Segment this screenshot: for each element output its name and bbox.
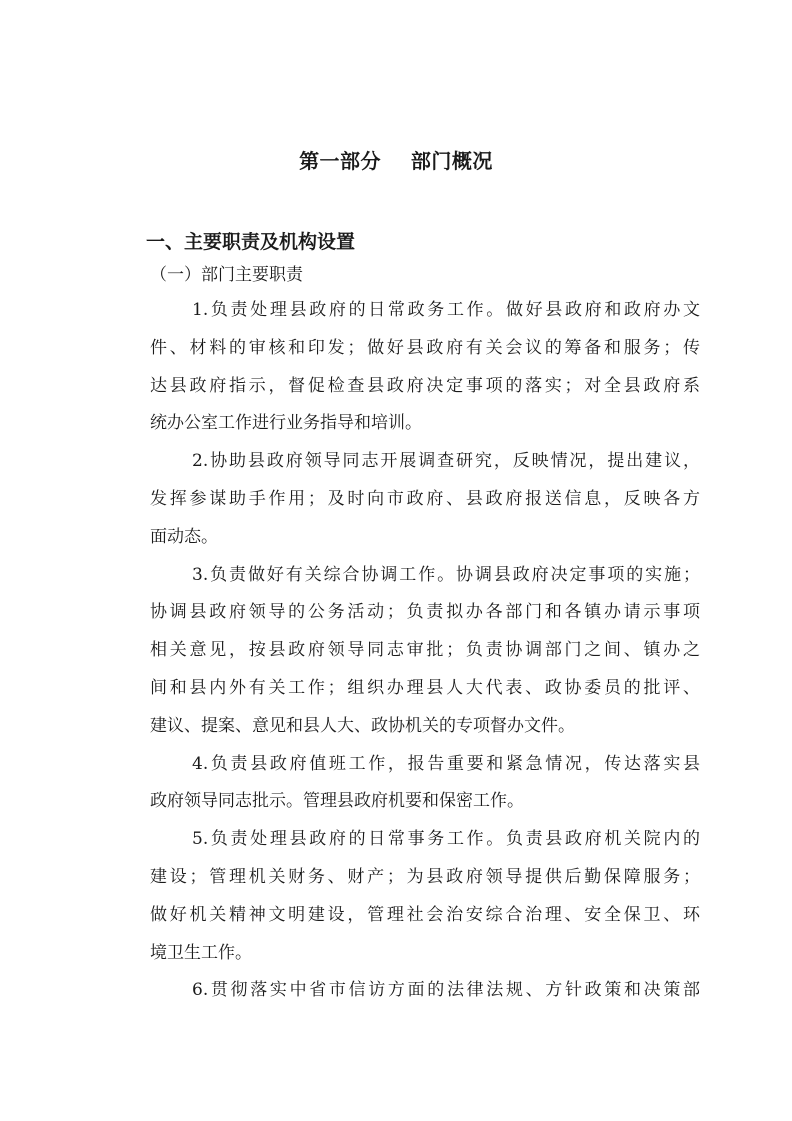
paragraph-line: 做好机关精神文明建设，管理社会治安综合治理、安全保卫、环 (150, 904, 700, 925)
paragraph-line: 面动态。 (150, 526, 218, 547)
paragraph-line: 协调县政府领导的公务活动；负责拟办各部门和各镇办请示事项 (150, 602, 700, 623)
part-title: 第一部分 部门概况 (299, 149, 493, 173)
paragraph-line: 2.协助县政府领导同志开展调查研究，反映情况，提出建议， (192, 451, 700, 472)
sub-heading: （一）部门主要职责 (150, 265, 303, 285)
section-heading: 一、主要职责及机构设置 (146, 231, 356, 253)
paragraph-4 (108, 746, 700, 822)
paragraph-line: 达县政府指示，督促检查县政府决定事项的落实；对全县政府系 (150, 375, 700, 396)
document-body (108, 226, 700, 1010)
paragraph-5 (108, 821, 700, 972)
paragraph-line: 6.贯彻落实中省市信访方面的法律法规、方针政策和决策部 (192, 980, 700, 1001)
paragraph-line: 1.负责处理县政府的日常政务工作。做好县政府和政府办文 (192, 300, 700, 320)
paragraph-line: 相关意见，按县政府领导同志审批；负责协调部门之间、镇办之 (150, 640, 700, 661)
paragraph-line: 境卫生工作。 (150, 942, 252, 963)
paragraph-line: 政府领导同志批示。管理县政府机要和保密工作。 (150, 791, 524, 812)
paragraph-2 (108, 443, 700, 556)
paragraph-line: 件、材料的审核和印发；做好县政府有关会议的筹备和服务；传 (150, 337, 700, 358)
paragraph-line: 3.负责做好有关综合协调工作。协调县政府决定事项的实施； (192, 564, 700, 585)
paragraph-line: 4.负责县政府值班工作，报告重要和紧急情况，传达落实县 (192, 753, 700, 774)
paragraph-3 (108, 557, 700, 746)
paragraph-line: 间和县内外有关工作；组织办理县人大代表、政协委员的批评、 (150, 677, 700, 698)
paragraph-line: 发挥参谋助手作用；及时向市政府、县政府报送信息，反映各方 (150, 488, 700, 509)
paragraph-line: 统办公室工作进行业务指导和培训。 (150, 413, 422, 434)
paragraph-1 (108, 292, 700, 443)
paragraph-line: 建议、提案、意见和县人大、政协机关的专项督办文件。 (150, 715, 575, 736)
paragraph-6 (108, 972, 700, 1010)
paragraph-line: 建设；管理机关财务、财产；为县政府领导提供后勤保障服务； (150, 866, 700, 887)
paragraph-line: 5.负责处理县政府的日常事务工作。负责县政府机关院内的 (192, 829, 700, 850)
